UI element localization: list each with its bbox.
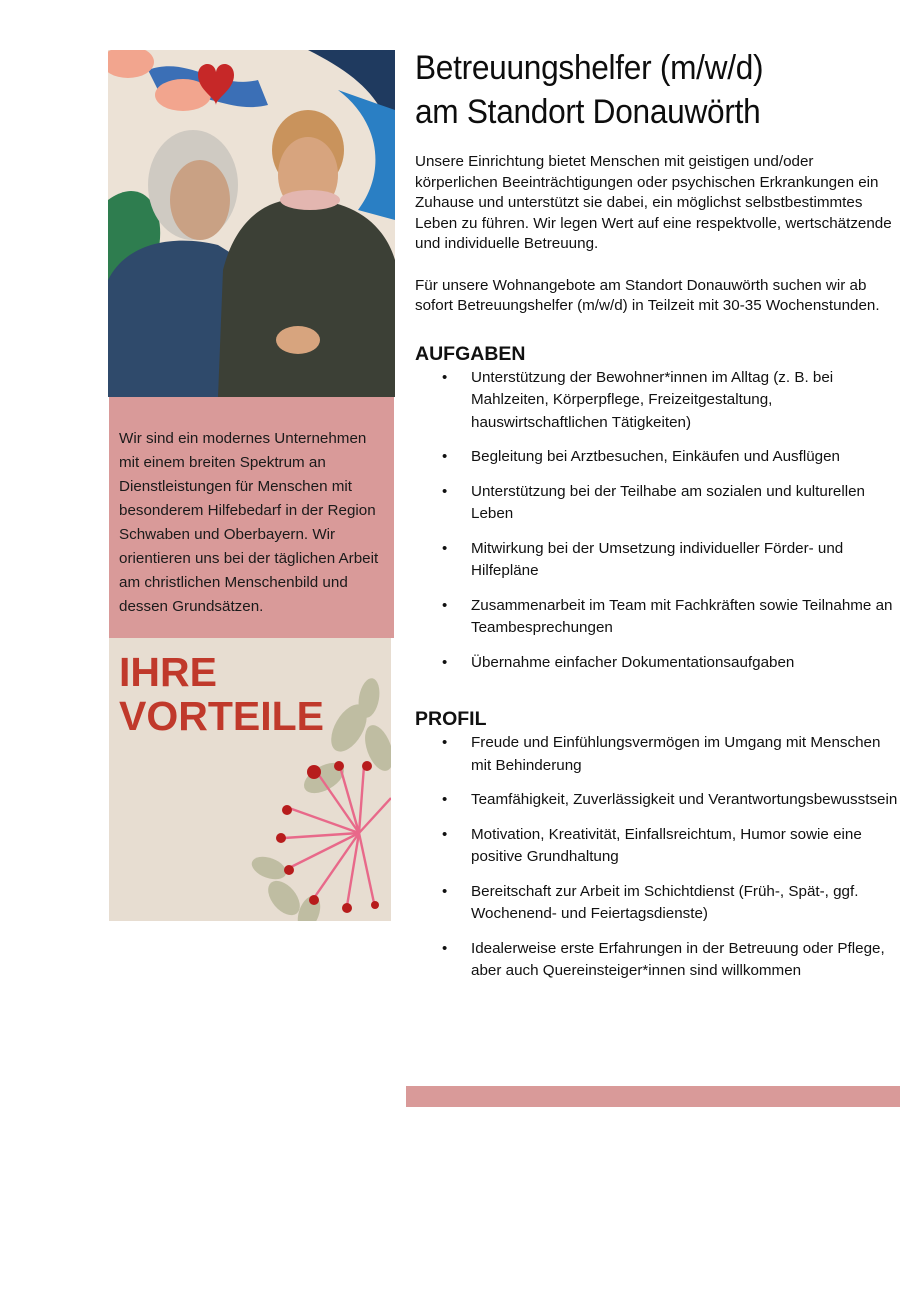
benefits-title-line1: IHRE <box>119 649 217 695</box>
list-item: • Bereitschaft zur Arbeit im Schichtdienst (Früh-, Spät-, ggf. Wochenend- und Feiertagsdienste) <box>415 881 900 926</box>
benefits-title-line2: VORTEILE <box>119 693 325 739</box>
intro-paragraph-1: Unsere Einrichtung bietet Menschen mit geistigen und/oder körperlichen Beeinträchtigungen oder psychischen Erkrankungen ein Zuhause und unterstützt sie dabei, ein möglichst selbstbestimmtes Leben zu führen. Wir legen Wert auf eine respektvolle, wertschätzende und individuelle Betreuung. <box>415 153 892 253</box>
list-item: • Freude und Einfühlungsvermögen im Umgang mit Menschen mit Behinderung <box>415 732 900 777</box>
list-item: • Unterstützung der Bewohner*innen im Alltag (z. B. bei Mahlzeiten, Körperpflege, Freizeitgestaltung, hauswirtschaftlichen Tätigkeiten) <box>415 367 900 435</box>
job-description <box>415 46 900 995</box>
benefits-graphic <box>109 638 391 921</box>
team-photo <box>108 50 395 397</box>
list-item: • Teamfähigkeit, Zuverlässigkeit und Verantwortungsbewusstsein <box>415 789 900 812</box>
accent-bar <box>406 1086 900 1107</box>
company-info-box <box>109 397 394 638</box>
profile-heading: PROFIL <box>415 708 487 731</box>
list-item: • Übernahme einfacher Dokumentationsaufgaben <box>415 652 900 675</box>
job-title <box>415 46 866 134</box>
tasks-heading: AUFGABEN <box>415 342 526 365</box>
list-item: • Idealerweise erste Erfahrungen in der Betreuung oder Pflege, aber auch Quereinsteiger*innen sind willkommen <box>415 938 900 983</box>
job-title-line1: Betreuungshelfer (m/w/d) <box>415 49 764 87</box>
tasks-list <box>415 367 900 675</box>
profile-list <box>415 732 900 983</box>
company-info-text: Wir sind ein modernes Unternehmen mit einem breiten Spektrum an Dienstleistungen für Menschen mit besonderem Hilfebedarf in der Region Schwaben und Oberbayern. Wir orientieren uns bei der täglichen Arbeit am christlichen Menschenbild und dessen Grundsätzen. <box>119 430 379 615</box>
list-item: • Mitwirkung bei der Umsetzung individueller Förder- und Hilfepläne <box>415 538 900 583</box>
intro-paragraph-2: Für unsere Wohnangebote am Standort Donauwörth suchen wir ab sofort Betreuungshelfer (m/w/d) in Teilzeit mit 30-35 Wochenstunden. <box>415 276 880 315</box>
list-item: • Unterstützung bei der Teilhabe am sozialen und kulturellen Leben <box>415 481 900 526</box>
list-item: • Motivation, Kreativität, Einfallsreichtum, Humor sowie eine positive Grundhaltung <box>415 824 900 869</box>
list-item: • Begleitung bei Arztbesuchen, Einkäufen und Ausflügen <box>415 446 900 469</box>
job-title-line2: am Standort Donauwörth <box>415 93 761 131</box>
list-item: • Zusammenarbeit im Team mit Fachkräften sowie Teilnahme an Teambesprechungen <box>415 595 900 640</box>
benefits-title <box>119 650 324 738</box>
